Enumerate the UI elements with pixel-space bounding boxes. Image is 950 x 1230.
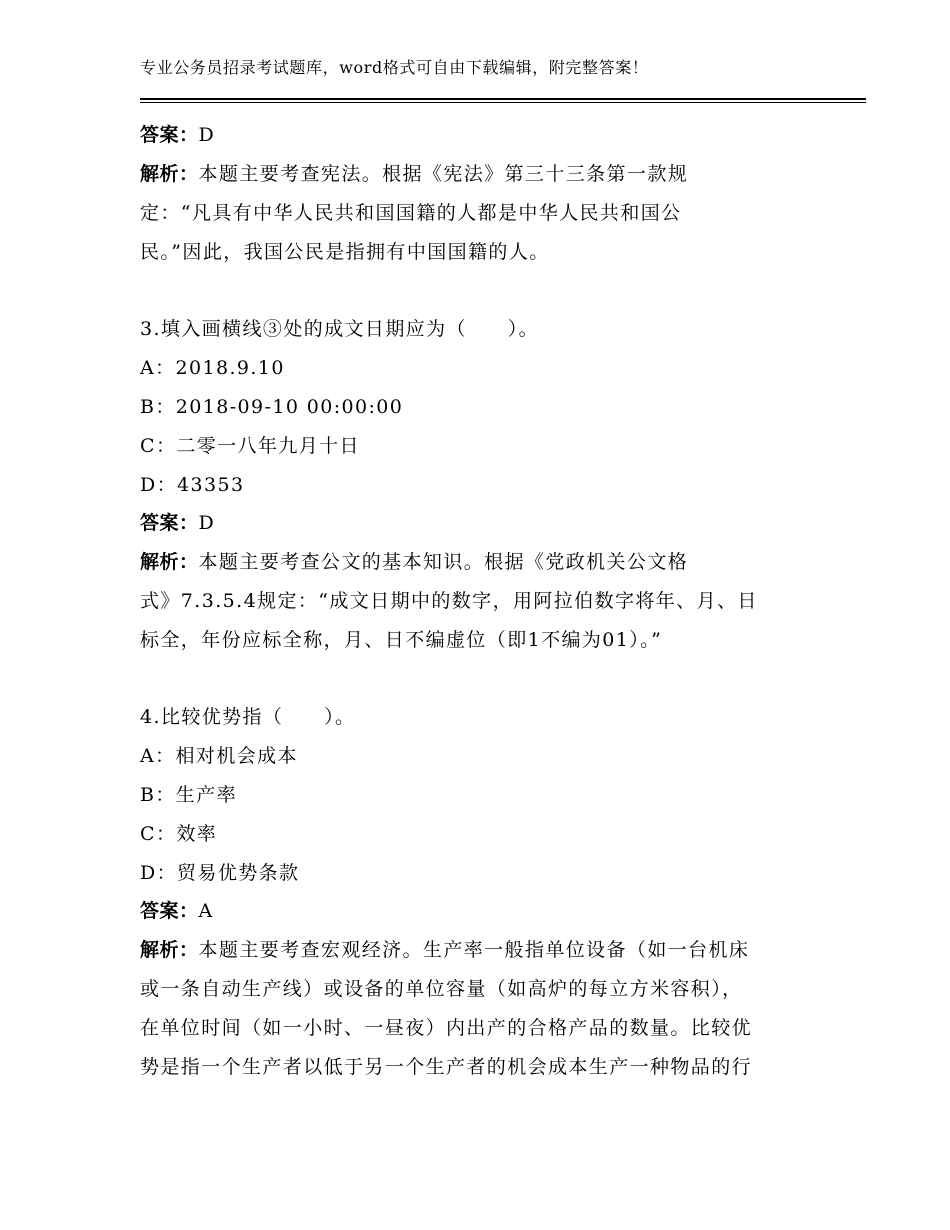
header-rule-thin: [140, 102, 866, 103]
analysis-line: 定：“凡具有中华人民共和国国籍的人都是中华人民共和国公: [140, 202, 682, 224]
analysis-line: 式》7.3.5.4规定：“成文日期中的数字，用阿拉伯数字将年、月、日: [140, 590, 758, 612]
answer-value: D: [198, 124, 216, 146]
answer-label: 答案：: [140, 900, 199, 922]
page-header: 专业公务员招录考试题库，word格式可自由下载编辑，附完整答案！: [140, 58, 649, 77]
analysis-label: 解析：: [140, 551, 199, 573]
option-b: B：2018-09-10 00:00:00: [140, 396, 404, 418]
analysis-line: 或一条自动生产线）或设备的单位容量（如高炉的每立方米容积），: [140, 978, 743, 1000]
analysis-text: 本题主要考查宪法。根据《宪法》第三十三条第一款规: [198, 163, 689, 185]
analysis-line: [140, 162, 688, 186]
analysis-line: 标全，年份应标全称，月、日不编虚位（即1不编为01）。”: [140, 629, 663, 651]
analysis-line: 民。”因此，我国公民是指拥有中国国籍的人。: [140, 241, 550, 263]
option-a: A：相对机会成本: [140, 745, 298, 767]
analysis-text: 本题主要考查公文的基本知识。根据《党政机关公文格: [198, 551, 689, 573]
answer-line: [140, 123, 215, 147]
analysis-label: 解析：: [140, 939, 199, 961]
option-d: D：贸易优势条款: [140, 862, 300, 884]
option-c: C：效率: [140, 823, 218, 845]
option-d: D：43353: [140, 474, 245, 496]
answer-line: [140, 511, 215, 535]
analysis-line: 在单位时间（如一小时、一昼夜）内出产的合格产品的数量。比较优: [140, 1017, 753, 1039]
option-b: B：生产率: [140, 784, 237, 806]
option-c: C：二零一八年九月十日: [140, 435, 360, 457]
header-rule-thick: [140, 98, 866, 100]
answer-label: 答案：: [140, 124, 199, 146]
question-4: 4.比较优势指（ ）。: [140, 706, 356, 728]
analysis-line: [140, 938, 749, 962]
answer-label: 答案：: [140, 512, 199, 534]
analysis-label: 解析：: [140, 163, 199, 185]
answer-line: [140, 899, 214, 923]
answer-value: A: [198, 900, 214, 922]
analysis-line: 势是指一个生产者以低于另一个生产者的机会成本生产一种物品的行: [140, 1056, 753, 1078]
question-3: 3.填入画横线③处的成文日期应为（ ）。: [140, 318, 540, 340]
option-a: A：2018.9.10: [140, 357, 285, 379]
analysis-text: 本题主要考查宏观经济。生产率一般指单位设备（如一台机床: [198, 939, 750, 961]
answer-value: D: [198, 512, 216, 534]
analysis-line: [140, 550, 688, 574]
